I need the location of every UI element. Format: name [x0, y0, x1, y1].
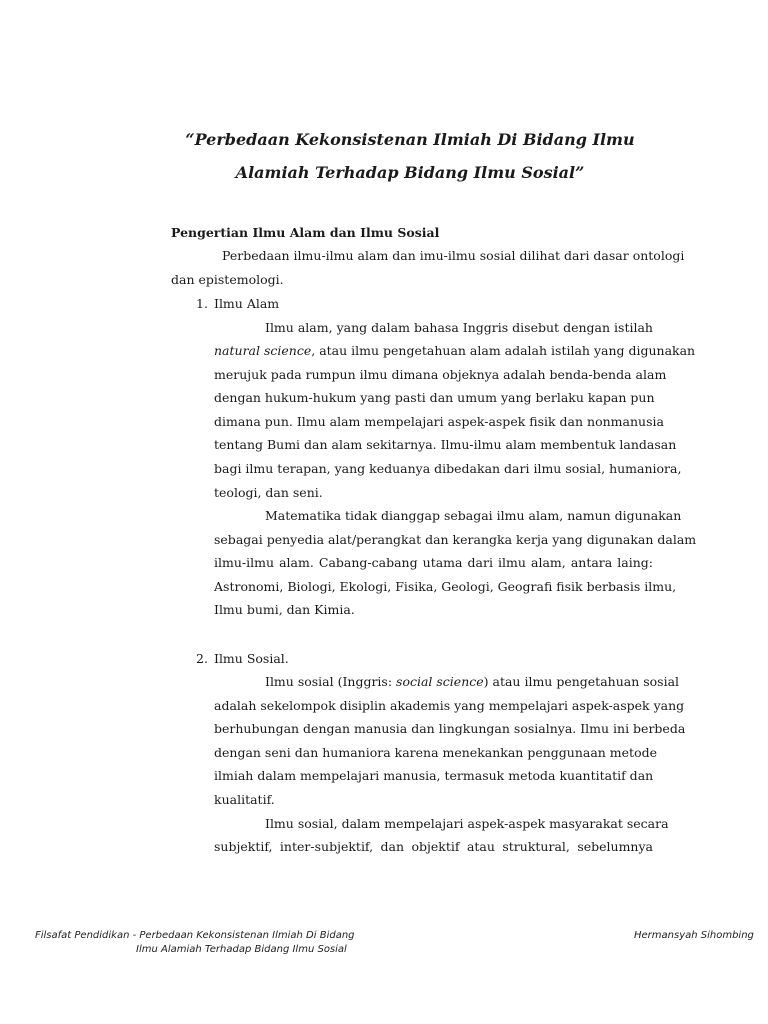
paragraph-line: ilmiah dalam mempelajari manusia, termasuk metoda kuantitatif dan [214, 768, 654, 783]
list-label-ilmu-alam: Ilmu Alam [214, 296, 280, 311]
paragraph-line: Astronomi, Biologi, Ekologi, Fisika, Geologi, Geografi fisik berbasis ilmu, [214, 579, 677, 594]
paragraph-line: Ilmu alam, yang dalam bahasa Inggris disebut dengan istilah [265, 320, 653, 335]
paragraph-line: dengan seni dan humaniora karena menekankan penggunaan metode [214, 745, 658, 760]
list-number-2: 2. [196, 651, 208, 666]
document-title-line-2: Alamiah Terhadap Bidang Ilmu Sosial” [235, 163, 585, 182]
intro-line-2: dan epistemologi. [171, 272, 284, 287]
italic-term: social science [396, 674, 484, 689]
paragraph-line [214, 343, 696, 358]
paragraph-line: merujuk pada rumpun ilmu dimana objeknya adalah benda-benda alam [214, 367, 667, 382]
paragraph-line: Matematika tidak dianggap sebagai ilmu alam, namun digunakan [265, 508, 682, 523]
list-label-ilmu-sosial: Ilmu Sosial. [214, 651, 289, 666]
paragraph-line: adalah sekelompok disiplin akademis yang mempelajari aspek-aspek yang [214, 698, 685, 713]
paragraph-line: tentang Bumi dan alam sekitarnya. Ilmu-ilmu alam membentuk landasan [214, 437, 677, 452]
paragraph-line: Ilmu bumi, dan Kimia. [214, 602, 355, 617]
paragraph-fragment: Ilmu sosial (Inggris: [265, 674, 397, 689]
document-title-line-1: “Perbedaan Kekonsistenan Ilmiah Di Bidang Ilmu [185, 130, 635, 149]
paragraph-line: berhubungan dengan manusia dan lingkungan sosialnya. Ilmu ini berbeda [214, 721, 686, 736]
footer-left-line-2: Ilmu Alamiah Terhadap Bidang Ilmu Sosial [136, 944, 347, 955]
paragraph-fragment: ) atau ilmu pengetahuan sosial [483, 674, 680, 689]
paragraph-line: ilmu-ilmu alam. Cabang-cabang utama dari ilmu alam, antara laing: [214, 555, 653, 570]
paragraph-line: sebagai penyedia alat/perangkat dan kerangka kerja yang digunakan dalam [214, 532, 697, 547]
paragraph-line: subjektif, inter-subjektif, dan objektif atau struktural, sebelumnya [214, 839, 653, 854]
paragraph-fragment: , atau ilmu pengetahuan alam adalah istilah yang digunakan [311, 343, 696, 358]
intro-line-1: Perbedaan ilmu-ilmu alam dan imu-ilmu sosial dilihat dari dasar ontologi [222, 248, 685, 263]
paragraph-line [265, 674, 680, 689]
paragraph-line: teologi, dan seni. [214, 485, 323, 500]
paragraph-line: Ilmu sosial, dalam mempelajari aspek-aspek masyarakat secara [265, 816, 669, 831]
footer-author: Hermansyah Sihombing [634, 930, 754, 941]
section-heading: Pengertian Ilmu Alam dan Ilmu Sosial [171, 225, 440, 240]
footer-left-line-1: Filsafat Pendidikan - Perbedaan Kekonsistenan Ilmiah Di Bidang [35, 930, 355, 941]
paragraph-line: dengan hukum-hukum yang pasti dan umum yang berlaku kapan pun [214, 390, 655, 405]
list-number-1: 1. [196, 296, 208, 311]
paragraph-line: kualitatif. [214, 792, 275, 807]
paragraph-line: bagi ilmu terapan, yang keduanya dibedakan dari ilmu sosial, humaniora, [214, 461, 682, 476]
paragraph-line: dimana pun. Ilmu alam mempelajari aspek-aspek fisik dan nonmanusia [214, 414, 664, 429]
italic-term: natural science [214, 343, 312, 358]
